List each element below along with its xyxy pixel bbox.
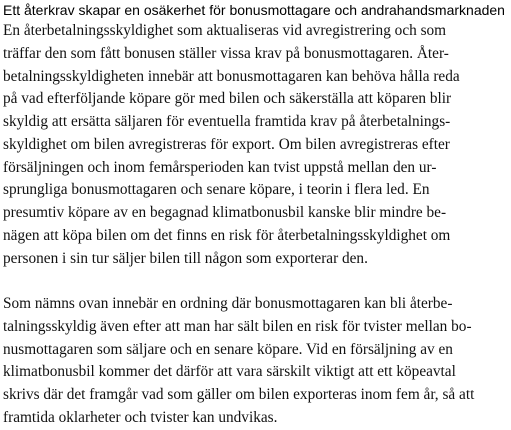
paragraph-gap (3, 270, 508, 293)
paragraph-line: skrivs där det framgår vad som gäller om bilen exporteras inom fem år, så att (3, 386, 475, 403)
paragraph-line: presumtiv köpare av en begagnad klimatbonusbil kanske blir mindre be- (3, 204, 447, 221)
paragraph-line: sprungliga bonusmottagaren och senare köpare, i teorin i flera led. En (3, 181, 430, 199)
paragraph-line: på vad efterföljande köpare gör med bilen och säkerställa att köparen blir (3, 90, 452, 108)
paragraph-line: nägen att köpa bilen om det finns en risk för återbetalningsskyldighet om (3, 226, 451, 244)
paragraph-line: framtida oklarheter och tvister kan undvikas. (3, 408, 278, 426)
paragraph-line: nusmottagaren som säljare och en senare köpare. Vid en försäljning av en (3, 340, 453, 358)
paragraph-line: Som nämns ovan innebär en ordning där bonusmottagaren kan bli återbe- (3, 295, 453, 312)
paragraph-line: betalningsskyldigheten innebär att bonusmottagaren kan behöva hålla reda (3, 67, 460, 85)
paragraph-line: klimatbonusbil kommer det därför att vara särskilt viktigt att ett köpeavtal (3, 363, 456, 381)
paragraph-1 (3, 20, 508, 270)
paragraph-line: personen i sin tur säljer bilen till någon som exporterar den. (3, 249, 368, 267)
paragraph-line: skyldig att ersätta säljaren för eventuella framtida krav på återbetalnings- (3, 113, 451, 130)
paragraph-line: försäljningen och inom femårsperioden kan tvist uppstå mellan den ur- (3, 158, 437, 176)
paragraph-2 (3, 293, 508, 430)
paragraph-line: talningsskyldig även efter att man har sält bilen en risk för tvister mellan bo- (3, 317, 472, 335)
paragraph-line: träffar den som fått bonusen ställer vissa krav på bonusmottagaren. Åter- (3, 44, 449, 62)
paragraph-line: En återbetalningsskyldighet som aktualiseras vid avregistrering och som (3, 22, 447, 39)
section-heading: Ett återkrav skapar en osäkerhet för bonusmottagare och andrahandsmarknaden (3, 2, 505, 18)
paragraph-line: skyldighet om bilen avregistreras för export. Om bilen avregistreras efter (3, 135, 450, 153)
